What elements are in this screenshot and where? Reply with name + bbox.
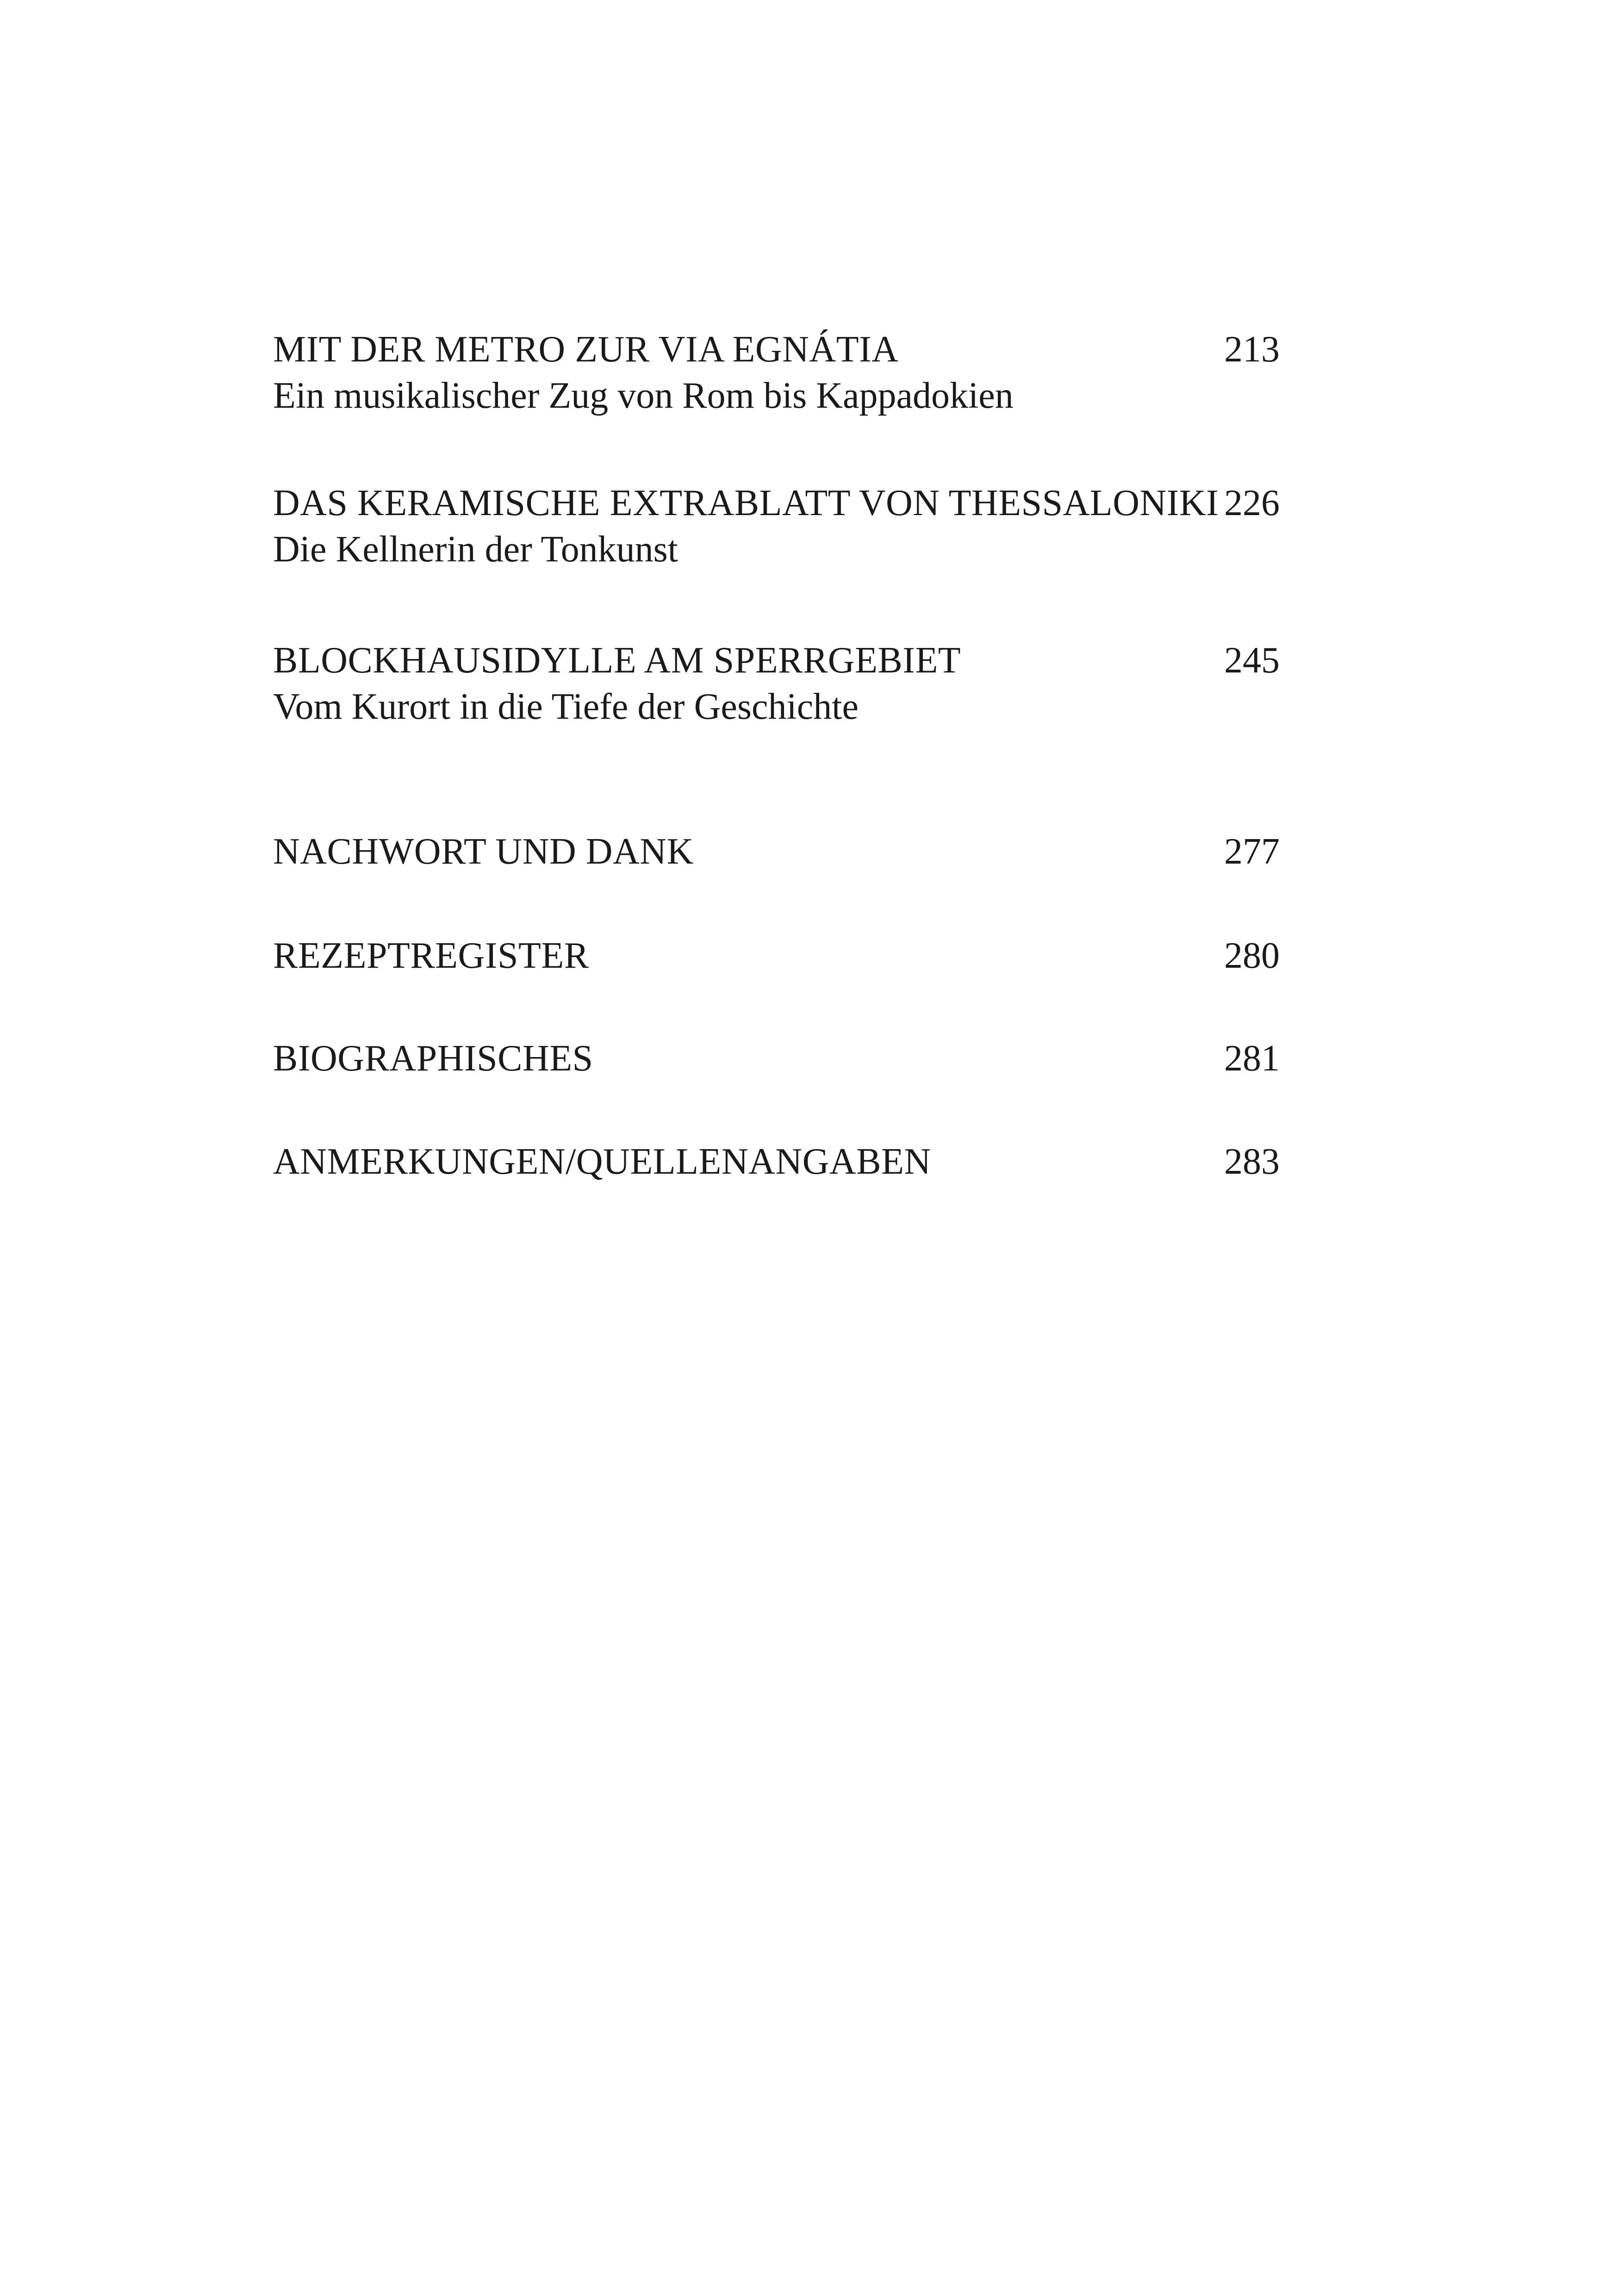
toc-entry-page-number: 213 bbox=[1224, 329, 1280, 370]
toc-entry-subtitle: Ein musikalischer Zug von Rom bis Kappadokien bbox=[273, 375, 1014, 416]
toc-entry-page-number: 283 bbox=[1224, 1141, 1280, 1182]
toc-entry bbox=[273, 1035, 1291, 1082]
toc-entry bbox=[273, 1139, 1291, 1185]
toc-entry bbox=[273, 933, 1291, 979]
toc-entry-title: NACHWORT UND DANK bbox=[273, 831, 694, 872]
toc-entry-title: ANMERKUNGEN/QUELLENANGABEN bbox=[273, 1141, 931, 1182]
toc-entry-title: MIT DER METRO ZUR VIA EGNÁTIA bbox=[273, 329, 899, 370]
toc-entry bbox=[273, 637, 1291, 730]
toc-entry-title: BLOCKHAUSIDYLLE AM SPERRGEBIET bbox=[273, 640, 961, 681]
toc-entry-title: DAS KERAMISCHE EXTRABLATT VON THESSALONIKI bbox=[273, 483, 1219, 523]
toc-entry-title: BIOGRAPHISCHES bbox=[273, 1038, 593, 1079]
toc-entry-page-number: 281 bbox=[1224, 1038, 1280, 1079]
toc-entry bbox=[273, 326, 1291, 419]
toc-entry bbox=[273, 480, 1291, 572]
toc-entry-page-number: 280 bbox=[1224, 935, 1280, 976]
toc-entry-subtitle: Die Kellnerin der Tonkunst bbox=[273, 529, 678, 570]
toc-entry-page-number: 226 bbox=[1224, 483, 1280, 523]
toc-entry bbox=[273, 828, 1291, 875]
toc-entry-subtitle: Vom Kurort in die Tiefe der Geschichte bbox=[273, 686, 859, 727]
toc-entry-page-number: 277 bbox=[1224, 831, 1280, 872]
toc-entry-title: REZEPTREGISTER bbox=[273, 935, 589, 976]
toc-entry-page-number: 245 bbox=[1224, 640, 1280, 681]
